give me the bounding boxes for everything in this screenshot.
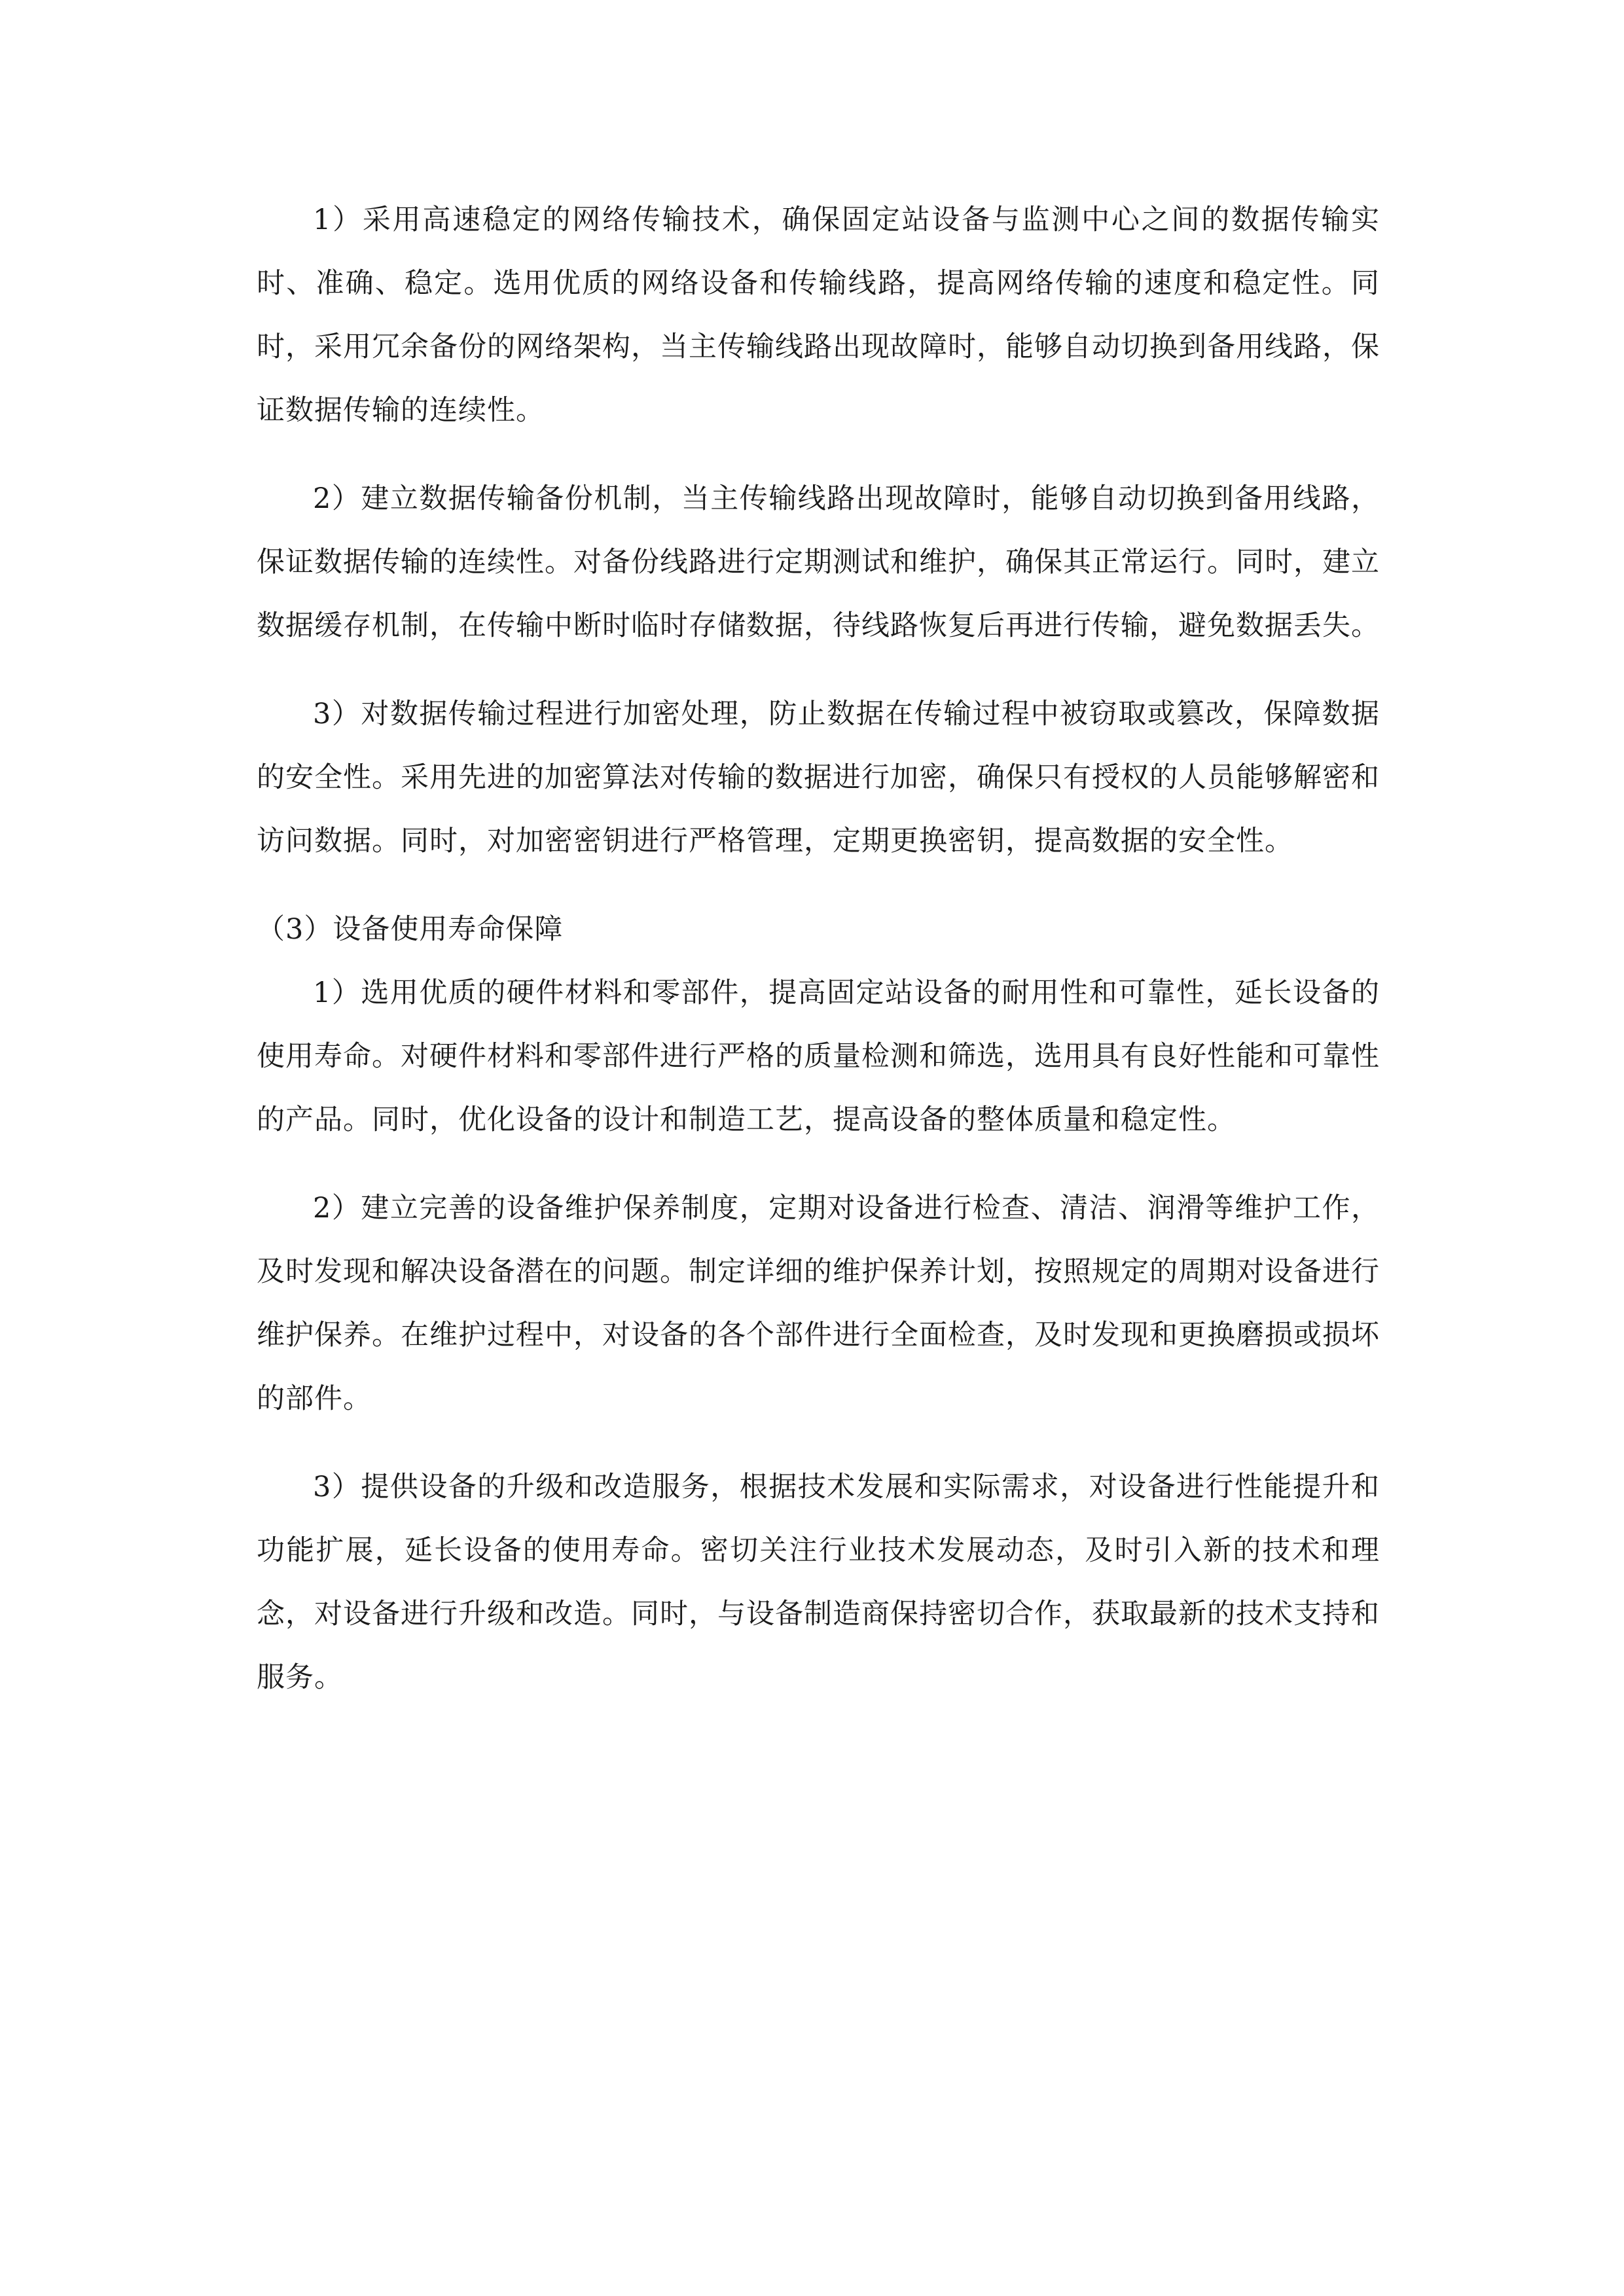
paragraph-transmission-technology: 1）采用高速稳定的网络传输技术，确保固定站设备与监测中心之间的数据传输实时、准确、稳定。选用优质的网络设备和传输线路，提高网络传输的速度和稳定性。同时，采用冗余备份的网络架构，当主传输线路出现故障时，能够自动切换到备用线路，保证数据传输的连续性。 <box>257 204 1380 427</box>
paragraph-transmission-backup: 2）建立数据传输备份机制，当主传输线路出现故障时，能够自动切换到备用线路，保证数据传输的连续性。对备份线路进行定期测试和维护，确保其正常运行。同时，建立数据缓存机制，在传输中断时临时存储数据，待线路恢复后再进行传输，避免数据丢失。 <box>257 482 1380 642</box>
document-body <box>257 188 1380 1734</box>
paragraph-maintenance-system: 2）建立完善的设备维护保养制度，定期对设备进行检查、清洁、润滑等维护工作，及时发现和解决设备潜在的问题。制定详细的维护保养计划，按照规定的周期对设备进行维护保养。在维护过程中，对设备的各个部件进行全面检查，及时发现和更换磨损或损坏的部件。 <box>257 1192 1380 1415</box>
section-heading-device-lifespan: （3）设备使用寿命保障 <box>257 913 564 946</box>
paragraph-transmission-encryption: 3）对数据传输过程进行加密处理，防止数据在传输过程中被窃取或篡改，保障数据的安全性。采用先进的加密算法对传输的数据进行加密，确保只有授权的人员能够解密和访问数据。同时，对加密密钥进行严格管理，定期更换密钥，提高数据的安全性。 <box>257 698 1380 857</box>
paragraph-upgrade-service: 3）提供设备的升级和改造服务，根据技术发展和实际需求，对设备进行性能提升和功能扩展，延长设备的使用寿命。密切关注行业技术发展动态，及时引入新的技术和理念，对设备进行升级和改造。同时，与设备制造商保持密切合作，获取最新的技术支持和服务。 <box>257 1471 1380 1694</box>
paragraph-quality-hardware: 1）选用优质的硬件材料和零部件，提高固定站设备的耐用性和可靠性，延长设备的使用寿命。对硬件材料和零部件进行严格的质量检测和筛选，选用具有良好性能和可靠性的产品。同时，优化设备的设计和制造工艺，提高设备的整体质量和稳定性。 <box>257 977 1380 1136</box>
